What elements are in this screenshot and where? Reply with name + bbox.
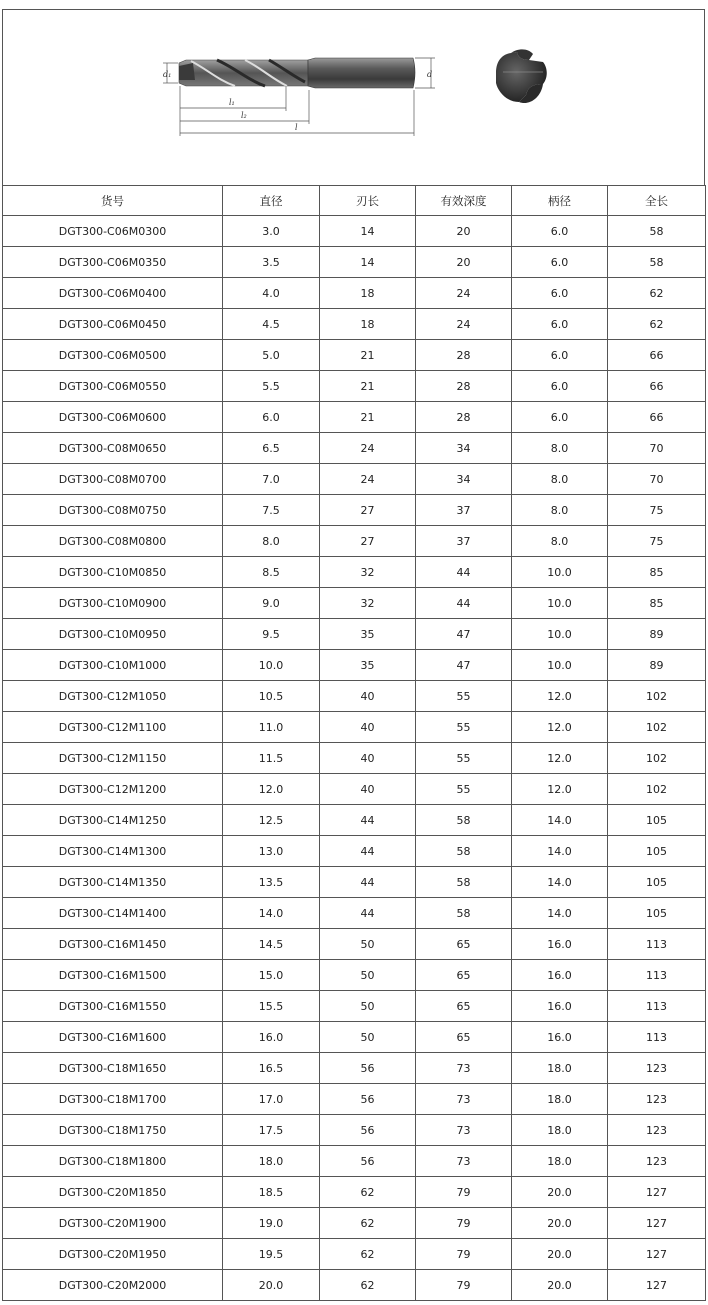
cell-shank-diameter: 20.0 — [512, 1239, 608, 1270]
cell-flute-length: 50 — [320, 991, 416, 1022]
cell-flute-length: 35 — [320, 619, 416, 650]
cell-shank-diameter: 18.0 — [512, 1053, 608, 1084]
cell-part-number: DGT300-C14M1250 — [3, 805, 223, 836]
cell-shank-diameter: 10.0 — [512, 557, 608, 588]
cell-diameter: 16.0 — [223, 1022, 320, 1053]
header-flute-length: 刃长 — [320, 186, 416, 216]
cell-diameter: 17.5 — [223, 1115, 320, 1146]
header-diameter: 直径 — [223, 186, 320, 216]
cell-shank-diameter: 10.0 — [512, 650, 608, 681]
cell-part-number: DGT300-C12M1100 — [3, 712, 223, 743]
cell-effective-depth: 65 — [416, 1022, 512, 1053]
table-row — [3, 1177, 706, 1208]
table-row — [3, 1208, 706, 1239]
cell-shank-diameter: 6.0 — [512, 340, 608, 371]
cell-overall-length: 127 — [608, 1270, 706, 1301]
cell-flute-length: 35 — [320, 650, 416, 681]
cell-effective-depth: 34 — [416, 464, 512, 495]
table-row — [3, 340, 706, 371]
cell-effective-depth: 58 — [416, 836, 512, 867]
table-row — [3, 929, 706, 960]
cell-effective-depth: 73 — [416, 1053, 512, 1084]
table-row — [3, 836, 706, 867]
cell-part-number: DGT300-C08M0800 — [3, 526, 223, 557]
cell-overall-length: 113 — [608, 991, 706, 1022]
table-row — [3, 805, 706, 836]
cell-diameter: 8.0 — [223, 526, 320, 557]
table-row — [3, 681, 706, 712]
cell-shank-diameter: 20.0 — [512, 1270, 608, 1301]
table-row — [3, 526, 706, 557]
cell-overall-length: 58 — [608, 247, 706, 278]
cell-effective-depth: 79 — [416, 1239, 512, 1270]
cell-shank-diameter: 14.0 — [512, 805, 608, 836]
cell-shank-diameter: 14.0 — [512, 867, 608, 898]
table-body — [3, 216, 706, 1301]
cell-effective-depth: 24 — [416, 278, 512, 309]
cell-overall-length: 105 — [608, 867, 706, 898]
cell-flute-length: 44 — [320, 805, 416, 836]
cell-effective-depth: 65 — [416, 960, 512, 991]
cell-shank-diameter: 10.0 — [512, 619, 608, 650]
header-overall-length: 全长 — [608, 186, 706, 216]
cell-overall-length: 113 — [608, 960, 706, 991]
cell-part-number: DGT300-C06M0600 — [3, 402, 223, 433]
cell-diameter: 5.0 — [223, 340, 320, 371]
cell-flute-length: 50 — [320, 960, 416, 991]
cell-overall-length: 75 — [608, 526, 706, 557]
cell-diameter: 20.0 — [223, 1270, 320, 1301]
cell-overall-length: 127 — [608, 1177, 706, 1208]
cell-diameter: 9.5 — [223, 619, 320, 650]
cell-flute-length: 21 — [320, 340, 416, 371]
cell-flute-length: 27 — [320, 495, 416, 526]
table-row — [3, 1270, 706, 1301]
cell-effective-depth: 47 — [416, 619, 512, 650]
table-row — [3, 774, 706, 805]
cell-shank-diameter: 18.0 — [512, 1115, 608, 1146]
cell-effective-depth: 79 — [416, 1270, 512, 1301]
cell-part-number: DGT300-C06M0350 — [3, 247, 223, 278]
cell-flute-length: 32 — [320, 588, 416, 619]
dim-label-l2: l₂ — [241, 111, 247, 120]
cell-flute-length: 14 — [320, 247, 416, 278]
cell-flute-length: 40 — [320, 681, 416, 712]
cell-part-number: DGT300-C18M1750 — [3, 1115, 223, 1146]
drill-drawing — [3, 10, 704, 185]
cell-diameter: 3.5 — [223, 247, 320, 278]
cell-part-number: DGT300-C12M1150 — [3, 743, 223, 774]
cell-flute-length: 32 — [320, 557, 416, 588]
cell-shank-diameter: 20.0 — [512, 1208, 608, 1239]
cell-overall-length: 66 — [608, 340, 706, 371]
table-row — [3, 247, 706, 278]
cell-flute-length: 18 — [320, 309, 416, 340]
cell-part-number: DGT300-C06M0400 — [3, 278, 223, 309]
cell-diameter: 4.5 — [223, 309, 320, 340]
cell-shank-diameter: 12.0 — [512, 681, 608, 712]
cell-overall-length: 102 — [608, 712, 706, 743]
cell-part-number: DGT300-C08M0750 — [3, 495, 223, 526]
cell-flute-length: 44 — [320, 898, 416, 929]
cell-flute-length: 18 — [320, 278, 416, 309]
cell-part-number: DGT300-C10M1000 — [3, 650, 223, 681]
cell-diameter: 11.5 — [223, 743, 320, 774]
cell-effective-depth: 73 — [416, 1084, 512, 1115]
cell-flute-length: 21 — [320, 402, 416, 433]
cell-flute-length: 44 — [320, 836, 416, 867]
cell-effective-depth: 28 — [416, 371, 512, 402]
cell-overall-length: 127 — [608, 1239, 706, 1270]
cell-diameter: 13.0 — [223, 836, 320, 867]
cell-part-number: DGT300-C16M1450 — [3, 929, 223, 960]
cell-effective-depth: 55 — [416, 681, 512, 712]
cell-flute-length: 56 — [320, 1053, 416, 1084]
cell-effective-depth: 73 — [416, 1146, 512, 1177]
table-row — [3, 433, 706, 464]
cell-flute-length: 40 — [320, 743, 416, 774]
cell-shank-diameter: 6.0 — [512, 216, 608, 247]
cell-part-number: DGT300-C16M1600 — [3, 1022, 223, 1053]
cell-shank-diameter: 6.0 — [512, 309, 608, 340]
cell-effective-depth: 58 — [416, 898, 512, 929]
table-row — [3, 309, 706, 340]
cell-diameter: 12.0 — [223, 774, 320, 805]
cell-effective-depth: 44 — [416, 588, 512, 619]
cell-shank-diameter: 12.0 — [512, 743, 608, 774]
cell-diameter: 8.5 — [223, 557, 320, 588]
cell-overall-length: 62 — [608, 309, 706, 340]
header-effective-depth: 有效深度 — [416, 186, 512, 216]
cell-overall-length: 105 — [608, 836, 706, 867]
cell-flute-length: 56 — [320, 1146, 416, 1177]
cell-overall-length: 123 — [608, 1146, 706, 1177]
cell-shank-diameter: 10.0 — [512, 588, 608, 619]
cell-overall-length: 89 — [608, 650, 706, 681]
cell-shank-diameter: 12.0 — [512, 712, 608, 743]
drill-shank — [308, 58, 415, 88]
cell-flute-length: 62 — [320, 1270, 416, 1301]
cell-effective-depth: 37 — [416, 526, 512, 557]
cell-overall-length: 85 — [608, 557, 706, 588]
table-row — [3, 495, 706, 526]
table-row — [3, 1146, 706, 1177]
cell-shank-diameter: 6.0 — [512, 278, 608, 309]
cell-effective-depth: 79 — [416, 1177, 512, 1208]
cell-diameter: 10.0 — [223, 650, 320, 681]
cell-overall-length: 105 — [608, 805, 706, 836]
cell-part-number: DGT300-C16M1500 — [3, 960, 223, 991]
cell-diameter: 14.5 — [223, 929, 320, 960]
cell-overall-length: 113 — [608, 929, 706, 960]
table-row — [3, 216, 706, 247]
cell-flute-length: 44 — [320, 867, 416, 898]
cell-overall-length: 123 — [608, 1115, 706, 1146]
cell-diameter: 17.0 — [223, 1084, 320, 1115]
cell-effective-depth: 65 — [416, 929, 512, 960]
table-row — [3, 1115, 706, 1146]
cell-part-number: DGT300-C06M0300 — [3, 216, 223, 247]
cell-overall-length: 75 — [608, 495, 706, 526]
cell-overall-length: 102 — [608, 774, 706, 805]
cell-overall-length: 123 — [608, 1084, 706, 1115]
cell-shank-diameter: 14.0 — [512, 898, 608, 929]
table-row — [3, 557, 706, 588]
cell-flute-length: 50 — [320, 929, 416, 960]
cell-effective-depth: 20 — [416, 216, 512, 247]
cell-effective-depth: 58 — [416, 867, 512, 898]
cell-part-number: DGT300-C08M0650 — [3, 433, 223, 464]
cell-shank-diameter: 8.0 — [512, 433, 608, 464]
cell-diameter: 14.0 — [223, 898, 320, 929]
cell-shank-diameter: 6.0 — [512, 247, 608, 278]
cell-diameter: 13.5 — [223, 867, 320, 898]
cell-overall-length: 102 — [608, 681, 706, 712]
cell-overall-length: 89 — [608, 619, 706, 650]
drill-tip-end-view — [496, 49, 547, 103]
cell-diameter: 19.0 — [223, 1208, 320, 1239]
table-row — [3, 991, 706, 1022]
cell-flute-length: 24 — [320, 464, 416, 495]
table-row — [3, 278, 706, 309]
cell-overall-length: 85 — [608, 588, 706, 619]
cell-overall-length: 105 — [608, 898, 706, 929]
cell-diameter: 4.0 — [223, 278, 320, 309]
cell-overall-length: 123 — [608, 1053, 706, 1084]
cell-effective-depth: 65 — [416, 991, 512, 1022]
cell-part-number: DGT300-C14M1400 — [3, 898, 223, 929]
cell-shank-diameter: 20.0 — [512, 1177, 608, 1208]
cell-flute-length: 56 — [320, 1084, 416, 1115]
cell-effective-depth: 55 — [416, 774, 512, 805]
cell-effective-depth: 79 — [416, 1208, 512, 1239]
cell-flute-length: 40 — [320, 774, 416, 805]
cell-overall-length: 102 — [608, 743, 706, 774]
cell-part-number: DGT300-C06M0450 — [3, 309, 223, 340]
cell-part-number: DGT300-C20M1900 — [3, 1208, 223, 1239]
dim-label-l: l — [295, 123, 298, 132]
table-row — [3, 402, 706, 433]
cell-effective-depth: 24 — [416, 309, 512, 340]
cell-shank-diameter: 16.0 — [512, 991, 608, 1022]
drill-flute-body — [179, 60, 308, 86]
cell-shank-diameter: 6.0 — [512, 402, 608, 433]
cell-shank-diameter: 18.0 — [512, 1146, 608, 1177]
cell-effective-depth: 44 — [416, 557, 512, 588]
cell-overall-length: 58 — [608, 216, 706, 247]
cell-part-number: DGT300-C18M1800 — [3, 1146, 223, 1177]
cell-part-number: DGT300-C10M0950 — [3, 619, 223, 650]
cell-part-number: DGT300-C06M0500 — [3, 340, 223, 371]
cell-shank-diameter: 16.0 — [512, 929, 608, 960]
cell-overall-length: 66 — [608, 371, 706, 402]
table-row — [3, 619, 706, 650]
dim-label-d1: d₁ — [163, 70, 172, 79]
cell-diameter: 6.0 — [223, 402, 320, 433]
header-shank-diameter: 柄径 — [512, 186, 608, 216]
cell-shank-diameter: 8.0 — [512, 526, 608, 557]
cell-effective-depth: 28 — [416, 402, 512, 433]
table-row — [3, 464, 706, 495]
cell-diameter: 12.5 — [223, 805, 320, 836]
cell-part-number: DGT300-C10M0850 — [3, 557, 223, 588]
cell-flute-length: 62 — [320, 1239, 416, 1270]
cell-diameter: 18.5 — [223, 1177, 320, 1208]
cell-shank-diameter: 8.0 — [512, 495, 608, 526]
cell-part-number: DGT300-C12M1050 — [3, 681, 223, 712]
table-row — [3, 867, 706, 898]
cell-effective-depth: 55 — [416, 712, 512, 743]
cell-overall-length: 70 — [608, 433, 706, 464]
cell-shank-diameter: 18.0 — [512, 1084, 608, 1115]
cell-flute-length: 56 — [320, 1115, 416, 1146]
cell-part-number: DGT300-C10M0900 — [3, 588, 223, 619]
cell-part-number: DGT300-C14M1350 — [3, 867, 223, 898]
cell-effective-depth: 55 — [416, 743, 512, 774]
cell-effective-depth: 47 — [416, 650, 512, 681]
table-row — [3, 650, 706, 681]
cell-part-number: DGT300-C18M1700 — [3, 1084, 223, 1115]
table-row — [3, 371, 706, 402]
cell-shank-diameter: 6.0 — [512, 371, 608, 402]
header-part-number: 货号 — [3, 186, 223, 216]
cell-overall-length: 66 — [608, 402, 706, 433]
cell-flute-length: 21 — [320, 371, 416, 402]
product-sheet — [2, 9, 705, 1301]
cell-effective-depth: 73 — [416, 1115, 512, 1146]
dim-label-l1: l₁ — [229, 98, 235, 107]
cell-diameter: 18.0 — [223, 1146, 320, 1177]
cell-flute-length: 27 — [320, 526, 416, 557]
table-row — [3, 960, 706, 991]
cell-diameter: 9.0 — [223, 588, 320, 619]
cell-part-number: DGT300-C20M1850 — [3, 1177, 223, 1208]
cell-part-number: DGT300-C18M1650 — [3, 1053, 223, 1084]
cell-part-number: DGT300-C20M2000 — [3, 1270, 223, 1301]
cell-flute-length: 40 — [320, 712, 416, 743]
cell-part-number: DGT300-C14M1300 — [3, 836, 223, 867]
cell-diameter: 6.5 — [223, 433, 320, 464]
table-row — [3, 712, 706, 743]
cell-effective-depth: 20 — [416, 247, 512, 278]
cell-part-number: DGT300-C12M1200 — [3, 774, 223, 805]
cell-diameter: 15.0 — [223, 960, 320, 991]
cell-flute-length: 62 — [320, 1177, 416, 1208]
drill-diagram — [2, 9, 705, 185]
cell-diameter: 7.0 — [223, 464, 320, 495]
table-row — [3, 743, 706, 774]
cell-diameter: 16.5 — [223, 1053, 320, 1084]
cell-effective-depth: 34 — [416, 433, 512, 464]
cell-overall-length: 113 — [608, 1022, 706, 1053]
cell-overall-length: 70 — [608, 464, 706, 495]
cell-flute-length: 24 — [320, 433, 416, 464]
cell-flute-length: 62 — [320, 1208, 416, 1239]
cell-diameter: 3.0 — [223, 216, 320, 247]
table-row — [3, 1239, 706, 1270]
cell-part-number: DGT300-C08M0700 — [3, 464, 223, 495]
cell-shank-diameter: 12.0 — [512, 774, 608, 805]
cell-diameter: 10.5 — [223, 681, 320, 712]
table-row — [3, 1053, 706, 1084]
cell-effective-depth: 28 — [416, 340, 512, 371]
cell-overall-length: 127 — [608, 1208, 706, 1239]
spec-table — [2, 185, 706, 1301]
cell-shank-diameter: 16.0 — [512, 1022, 608, 1053]
dim-label-d: d — [427, 70, 433, 79]
cell-diameter: 15.5 — [223, 991, 320, 1022]
cell-diameter: 11.0 — [223, 712, 320, 743]
cell-effective-depth: 58 — [416, 805, 512, 836]
cell-diameter: 19.5 — [223, 1239, 320, 1270]
cell-overall-length: 62 — [608, 278, 706, 309]
cell-flute-length: 14 — [320, 216, 416, 247]
cell-shank-diameter: 8.0 — [512, 464, 608, 495]
cell-effective-depth: 37 — [416, 495, 512, 526]
table-row — [3, 1084, 706, 1115]
cell-shank-diameter: 16.0 — [512, 960, 608, 991]
cell-part-number: DGT300-C16M1550 — [3, 991, 223, 1022]
table-row — [3, 588, 706, 619]
cell-diameter: 5.5 — [223, 371, 320, 402]
cell-diameter: 7.5 — [223, 495, 320, 526]
cell-shank-diameter: 14.0 — [512, 836, 608, 867]
cell-flute-length: 50 — [320, 1022, 416, 1053]
cell-part-number: DGT300-C06M0550 — [3, 371, 223, 402]
table-row — [3, 898, 706, 929]
table-header-row — [3, 186, 706, 216]
table-row — [3, 1022, 706, 1053]
cell-part-number: DGT300-C20M1950 — [3, 1239, 223, 1270]
